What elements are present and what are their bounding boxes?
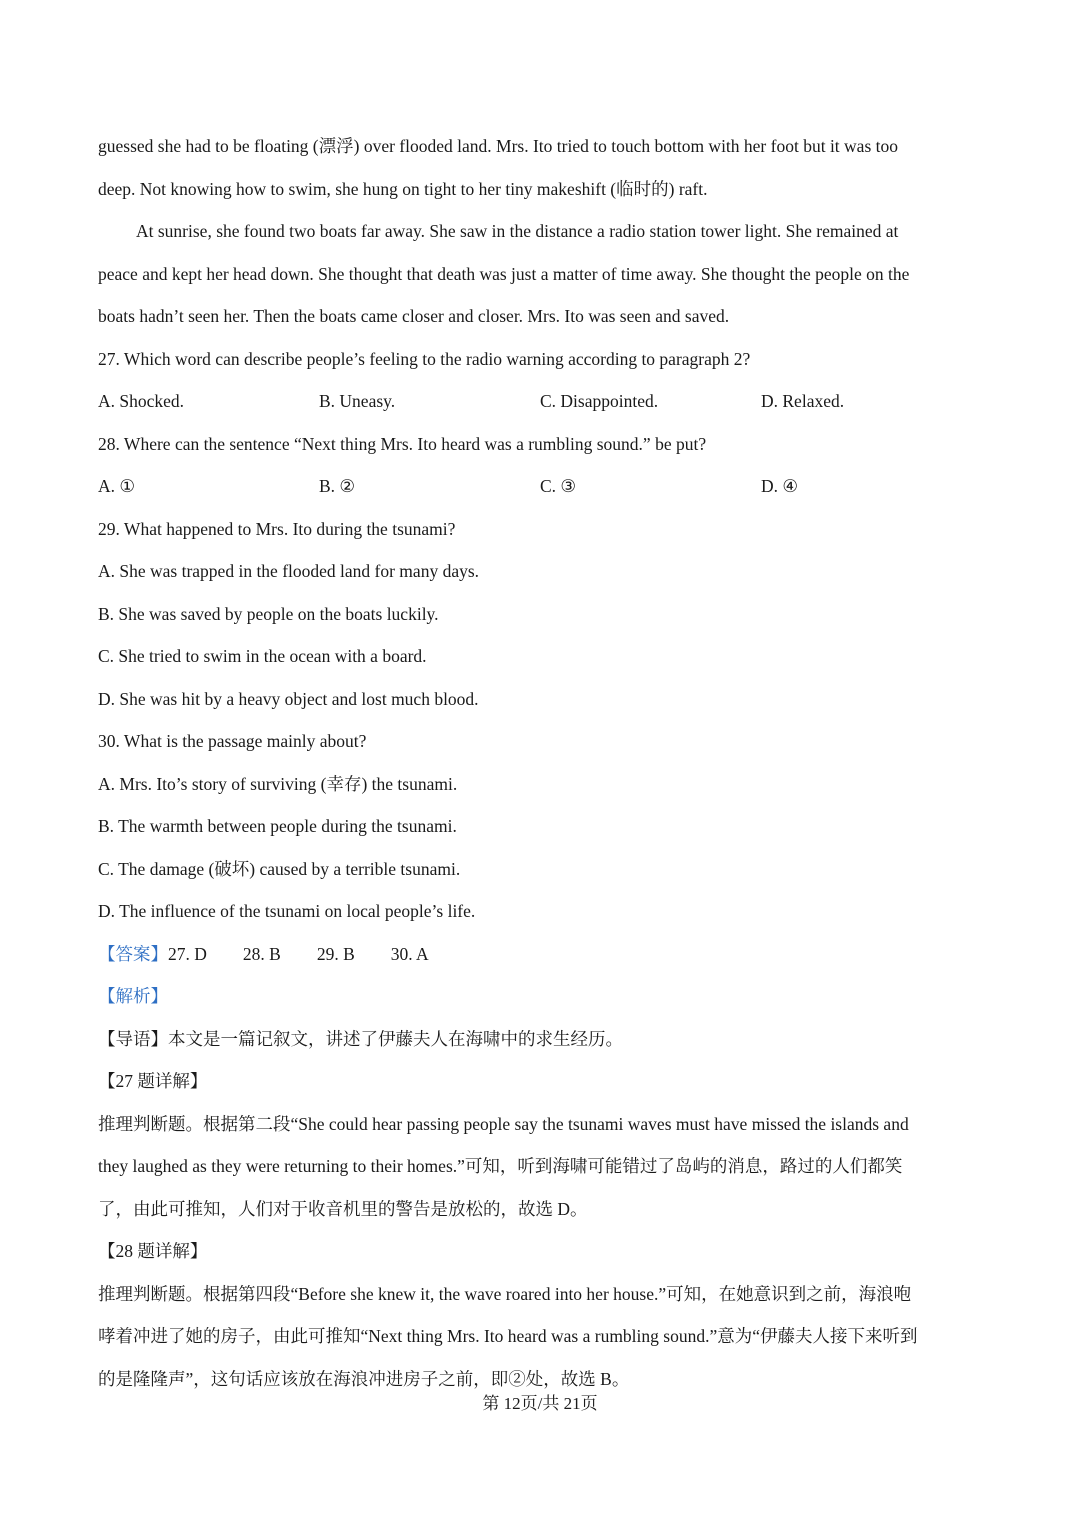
analysis-line: 推理判断题。根据第二段“She could hear passing people say the tsunami waves must have missed the islands and	[98, 1113, 909, 1134]
option-d: D. Relaxed.	[761, 391, 845, 411]
page-number-footer: 第 12页/共 21页	[482, 1394, 598, 1413]
question-text: 28. Where can the sentence “Next thing Mrs. Ito heard was a rumbling sound.” be put?	[98, 433, 707, 454]
passage-line: guessed she had to be floating (漂浮) over flooded land. Mrs. Ito tried to touch bottom with her foot but it was too	[98, 136, 898, 156]
option-a: A. Shocked.	[98, 391, 185, 411]
option-c: C. Disappointed.	[540, 391, 659, 411]
passage-paragraph-1	[98, 125, 986, 210]
answer-label: 【答案】	[98, 943, 168, 964]
analysis-intro: 【导语】本文是一篇记叙文，讲述了伊藤夫人在海啸中的求生经历。	[98, 1028, 623, 1049]
option-a: A. ①	[98, 476, 136, 496]
option-c: C. She tried to swim in the ocean with a board.	[98, 646, 427, 666]
passage-line: At sunrise, she found two boats far away. She saw in the distance a radio station tower light. She remained at	[136, 221, 899, 241]
document-page	[98, 125, 986, 1400]
answer-item: 29. B	[316, 943, 355, 964]
question-text: 30. What is the passage mainly about?	[98, 731, 367, 751]
question-27	[98, 338, 986, 423]
analysis-line: 哮着冲进了她的房子，由此可推知“Next thing Mrs. Ito heard was a rumbling sound.”意为“伊藤夫人接下来听到	[98, 1326, 918, 1346]
answer-item: 28. B	[242, 943, 281, 964]
option-c: C. The damage (破坏) caused by a terrible tsunami.	[98, 858, 461, 879]
option-d: D. She was hit by a heavy object and lost much blood.	[98, 688, 479, 709]
option-a: A. She was trapped in the flooded land for many days.	[98, 561, 480, 581]
question-29	[98, 508, 986, 721]
analysis-heading: 【28 题详解】	[98, 1241, 208, 1261]
question-28	[98, 423, 986, 508]
analysis-line: 的是隆隆声”，这句话应该放在海浪冲进房子之前，即②处，故选 B。	[98, 1368, 630, 1389]
option-b: B. ②	[319, 476, 356, 496]
analysis-q27	[98, 1060, 986, 1230]
option-a: A. Mrs. Ito’s story of surviving (幸存) the tsunami.	[98, 773, 458, 794]
analysis-q28	[98, 1230, 986, 1400]
option-c: C. ③	[540, 476, 577, 496]
analysis-line: they laughed as they were returning to their homes.”可知，听到海啸可能错过了岛屿的消息，路过的人们都笑	[98, 1156, 903, 1176]
option-b: B. The warmth between people during the tsunami.	[98, 816, 457, 836]
passage-paragraph-2	[98, 210, 986, 338]
passage-line: boats hadn’t seen her. Then the boats came closer and closer. Mrs. Ito was seen and saved.	[98, 306, 730, 326]
analysis-line: 推理判断题。根据第四段“Before she knew it, the wave roared into her house.”可知，在她意识到之前，海浪咆	[98, 1283, 912, 1304]
answer-key	[98, 933, 986, 976]
options-row	[98, 465, 986, 508]
options-row	[98, 380, 986, 423]
analysis-heading: 【27 题详解】	[98, 1071, 208, 1091]
question-text: 27. Which word can describe people’s feeling to the radio warning according to paragraph 2?	[98, 348, 751, 369]
option-b: B. Uneasy.	[319, 391, 396, 411]
analysis-label: 【解析】	[98, 986, 168, 1006]
passage-line: peace and kept her head down. She thought that death was just a matter of time away. She thought the people on the	[98, 263, 910, 284]
passage-line: deep. Not knowing how to swim, she hung on tight to her tiny makeshift (临时的) raft.	[98, 178, 708, 199]
answer-item: 27. D	[168, 943, 207, 964]
analysis-line: 了，由此可推知，人们对于收音机里的警告是放松的，故选 D。	[98, 1198, 588, 1219]
option-d: D. ④	[761, 476, 799, 496]
question-text: 29. What happened to Mrs. Ito during the tsunami?	[98, 518, 456, 539]
answer-item: 30. A	[390, 943, 429, 964]
option-d: D. The influence of the tsunami on local people’s life.	[98, 901, 476, 921]
option-b: B. She was saved by people on the boats luckily.	[98, 603, 439, 624]
question-30	[98, 720, 986, 933]
